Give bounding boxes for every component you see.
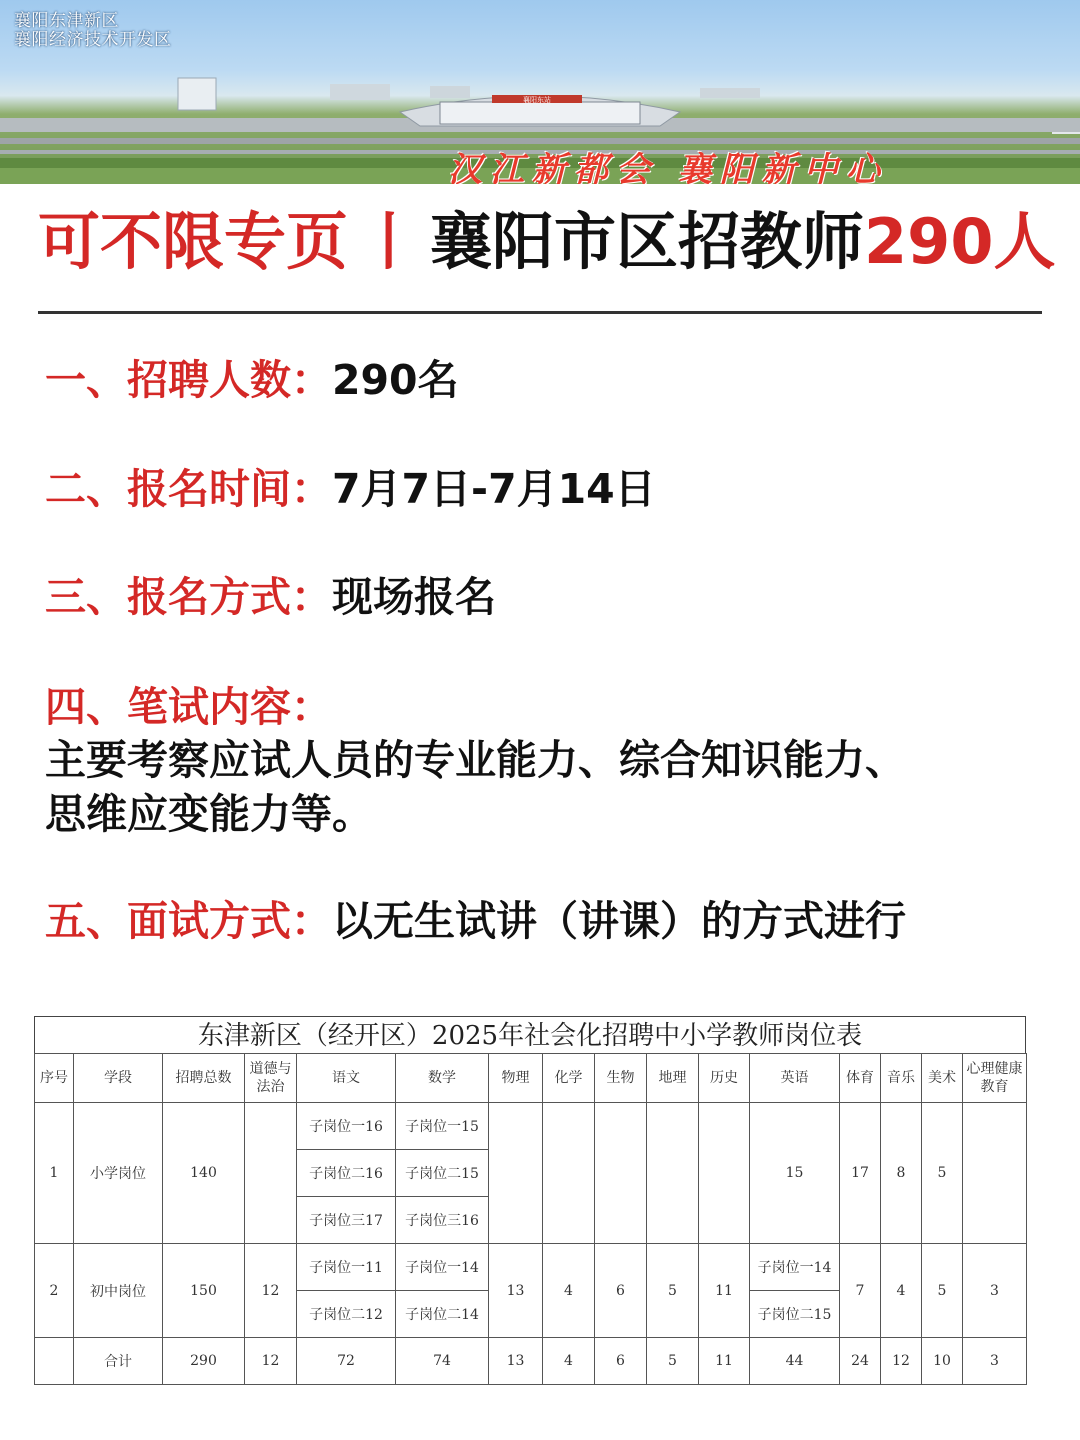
district-tag: 襄阳东津新区 <box>14 11 119 31</box>
cell-art: 5 <box>922 1244 963 1338</box>
cell-chemistry <box>543 1103 595 1244</box>
cell-pe: 17 <box>840 1103 881 1244</box>
info-interview <box>45 893 906 949</box>
info-label: 三、报名方式： <box>45 573 332 621</box>
column-header: 美术 <box>922 1054 963 1103</box>
zone-tag: 襄阳经济技术开发区 <box>14 30 172 50</box>
cell-english: 44 <box>750 1338 840 1385</box>
cell-chinese-sub: 子岗位一16 <box>297 1103 396 1150</box>
column-header: 生物 <box>595 1054 647 1103</box>
info-headcount <box>45 352 459 408</box>
cell-english-sub: 子岗位一14 <box>750 1244 840 1291</box>
cell-music: 12 <box>881 1338 922 1385</box>
cell-physics: 13 <box>489 1244 543 1338</box>
cell-pe: 24 <box>840 1338 881 1385</box>
cell-psych: 3 <box>963 1338 1027 1385</box>
column-header: 化学 <box>543 1054 595 1103</box>
cell-stage: 初中岗位 <box>74 1244 163 1338</box>
cell-geography: 5 <box>647 1338 699 1385</box>
table-row-total <box>35 1338 1027 1385</box>
info-written-exam <box>45 679 332 735</box>
column-header: 招聘总数 <box>163 1054 245 1103</box>
title-part-1: 可不限专页 <box>38 205 349 278</box>
title-number: 290人 <box>864 205 1056 278</box>
cell-math-sub: 子岗位二15 <box>396 1150 489 1197</box>
cell-math: 74 <box>396 1338 489 1385</box>
cell-stage: 合计 <box>74 1338 163 1385</box>
cell-physics: 13 <box>489 1338 543 1385</box>
cell-psych: 3 <box>963 1244 1027 1338</box>
cell-math-sub: 子岗位一14 <box>396 1244 489 1291</box>
column-header: 地理 <box>647 1054 699 1103</box>
info-registration-method <box>45 569 496 625</box>
title-separator: 丨 <box>358 205 421 278</box>
cell-chinese-sub: 子岗位二12 <box>297 1291 396 1338</box>
cell-no: 2 <box>35 1244 74 1338</box>
cell-music: 4 <box>881 1244 922 1338</box>
column-header: 历史 <box>699 1054 750 1103</box>
title-part-2: 襄阳市区招教师 <box>430 205 865 278</box>
cell-psych <box>963 1103 1027 1244</box>
written-exam-description <box>45 733 1045 841</box>
column-header: 音乐 <box>881 1054 922 1103</box>
info-value: 7月7日-7月14日 <box>332 465 656 513</box>
cell-art: 10 <box>922 1338 963 1385</box>
cell-chemistry: 4 <box>543 1338 595 1385</box>
cell-art: 5 <box>922 1103 963 1244</box>
title-divider <box>38 311 1042 314</box>
column-header: 物理 <box>489 1054 543 1103</box>
station-sign-text: 襄阳东站 <box>523 96 551 104</box>
info-label: 二、报名时间： <box>45 465 332 513</box>
cell-math-sub: 子岗位三16 <box>396 1197 489 1244</box>
cell-total: 140 <box>163 1103 245 1244</box>
cell-history: 11 <box>699 1244 750 1338</box>
cell-physics <box>489 1103 543 1244</box>
info-value: 现场报名 <box>332 573 496 621</box>
cell-chinese-sub: 子岗位一11 <box>297 1244 396 1291</box>
cell-chinese-sub: 子岗位三17 <box>297 1197 396 1244</box>
cell-no: 1 <box>35 1103 74 1244</box>
positions-table <box>34 1016 1026 1385</box>
table-header-row <box>35 1054 1027 1103</box>
info-label: 五、面试方式： <box>45 897 332 945</box>
cell-music: 8 <box>881 1103 922 1244</box>
info-label: 一、招聘人数： <box>45 356 332 404</box>
cell-history: 11 <box>699 1338 750 1385</box>
cell-moral: 12 <box>245 1338 297 1385</box>
page-title <box>38 202 1056 282</box>
header-banner <box>0 0 1080 184</box>
banner-slogan: 汉江新都会 襄阳新中心 <box>448 150 888 184</box>
cell-geography: 5 <box>647 1244 699 1338</box>
cell-math-sub: 子岗位二14 <box>396 1291 489 1338</box>
cell-chinese-sub: 子岗位二16 <box>297 1150 396 1197</box>
positions-grid <box>34 1053 1027 1385</box>
cell-total: 150 <box>163 1244 245 1338</box>
column-header: 英语 <box>750 1054 840 1103</box>
description-line: 思维应变能力等。 <box>45 790 373 838</box>
column-header: 道德与法治 <box>245 1054 297 1103</box>
cell-no <box>35 1338 74 1385</box>
cell-biology: 6 <box>595 1338 647 1385</box>
info-registration-time <box>45 461 656 517</box>
column-header: 序号 <box>35 1054 74 1103</box>
cell-english-sub: 子岗位二15 <box>750 1291 840 1338</box>
cell-pe: 7 <box>840 1244 881 1338</box>
column-header: 体育 <box>840 1054 881 1103</box>
cell-chemistry: 4 <box>543 1244 595 1338</box>
cell-biology <box>595 1103 647 1244</box>
description-line: 主要考察应试人员的专业能力、综合知识能力、 <box>45 736 906 784</box>
cell-stage: 小学岗位 <box>74 1103 163 1244</box>
cell-english: 15 <box>750 1103 840 1244</box>
cell-total: 290 <box>163 1338 245 1385</box>
column-header: 学段 <box>74 1054 163 1103</box>
cell-math-sub: 子岗位一15 <box>396 1103 489 1150</box>
cell-moral <box>245 1103 297 1244</box>
column-header: 语文 <box>297 1054 396 1103</box>
cell-geography <box>647 1103 699 1244</box>
cell-chinese: 72 <box>297 1338 396 1385</box>
info-label: 四、笔试内容： <box>45 683 332 731</box>
info-value: 290名 <box>332 356 459 404</box>
cell-moral: 12 <box>245 1244 297 1338</box>
column-header: 数学 <box>396 1054 489 1103</box>
cell-biology: 6 <box>595 1244 647 1338</box>
cell-history <box>699 1103 750 1244</box>
info-value: 以无生试讲（讲课）的方式进行 <box>332 897 906 945</box>
table-title: 东津新区（经开区）2025年社会化招聘中小学教师岗位表 <box>34 1016 1026 1053</box>
table-row-middle <box>35 1244 1027 1291</box>
column-header: 心理健康教育 <box>963 1054 1027 1103</box>
table-row-primary <box>35 1103 1027 1150</box>
